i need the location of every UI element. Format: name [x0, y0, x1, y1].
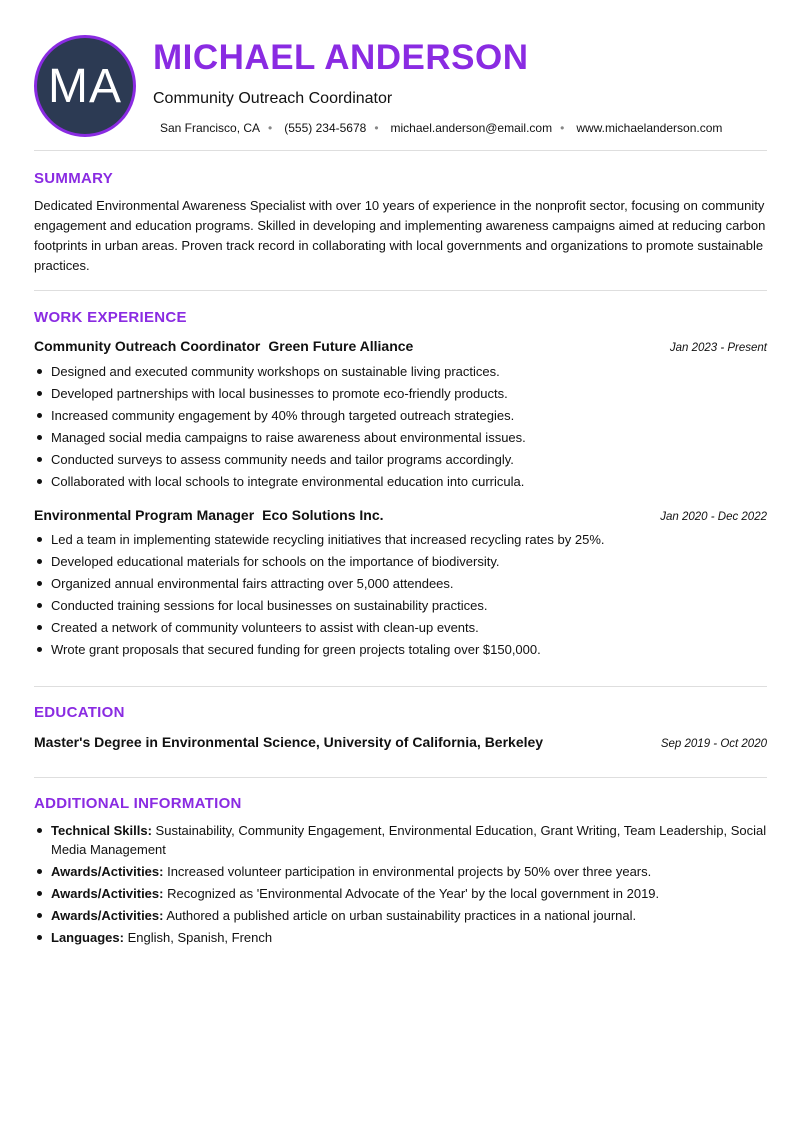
- avatar-initials: MA: [48, 59, 122, 113]
- contact-phone: (555) 234-5678: [284, 121, 367, 135]
- list-item: [34, 821, 769, 859]
- divider: [34, 290, 767, 291]
- job-role: Community Outreach Coordinator: [34, 338, 261, 354]
- education-degree: Master's Degree in Environmental Science, University of California, Berkeley: [34, 734, 544, 750]
- job-dates: Jan 2023 - Present: [669, 342, 767, 354]
- item-text: Increased volunteer participation in environmental projects by 50% over three years.: [167, 864, 652, 879]
- candidate-name: MICHAEL ANDERSON: [153, 38, 529, 77]
- item-text: Sustainability, Community Engagement, Environmental Education, Grant Writing, Team Leadership, Social Media Management: [51, 823, 767, 857]
- list-item: [34, 928, 769, 947]
- list-item: Created a network of community volunteers to assist with clean-up events.: [34, 617, 769, 639]
- list-item: [34, 862, 769, 881]
- item-text: Recognized as 'Environmental Advocate of the Year' by the local government in 2019.: [167, 886, 660, 901]
- divider: [34, 686, 767, 687]
- education-entry: [34, 733, 767, 753]
- job-dates: Jan 2020 - Dec 2022: [660, 511, 767, 523]
- item-text: Authored a published article on urban sustainability practices in a national journal.: [166, 908, 637, 923]
- list-item: Led a team in implementing statewide recycling initiatives that increased recycling rates by 25%.: [34, 529, 769, 551]
- list-item: [34, 906, 769, 925]
- list-item: Conducted surveys to assess community needs and tailor programs accordingly.: [34, 449, 769, 471]
- list-item: Developed educational materials for schools on the importance of biodiversity.: [34, 551, 769, 573]
- list-item: Developed partnerships with local businesses to promote eco-friendly products.: [34, 383, 769, 405]
- job-bullet-list: [34, 529, 769, 661]
- list-item: Increased community engagement by 40% through targeted outreach strategies.: [34, 405, 769, 427]
- divider: [34, 150, 767, 151]
- separator-dot-icon: •: [268, 121, 273, 135]
- contact-email[interactable]: michael.anderson@email.com: [390, 121, 553, 135]
- list-item: Managed social media campaigns to raise awareness about environmental issues.: [34, 427, 769, 449]
- separator-dot-icon: •: [374, 121, 379, 135]
- contact-bar: [160, 120, 722, 136]
- job-organization: Green Future Alliance: [268, 338, 414, 354]
- additional-heading: ADDITIONAL INFORMATION: [34, 795, 242, 812]
- avatar: [34, 35, 136, 137]
- education-dates: Sep 2019 - Oct 2020: [660, 738, 767, 750]
- list-item: Conducted training sessions for local businesses on sustainability practices.: [34, 595, 769, 617]
- additional-info-list: [34, 821, 769, 950]
- item-label: Languages:: [51, 930, 124, 945]
- summary-heading: SUMMARY: [34, 170, 114, 187]
- summary-text: Dedicated Environmental Awareness Specialist with over 10 years of experience in the nonprofit sector, focusing on community engagement and education programs. Skilled in developing and implementing awareness campaigns aimed at reducing carbon footprints in urban areas. Proven track record in collaborating with local governments and organizations to promote sustainable practices.: [34, 198, 766, 273]
- list-item: Organized annual environmental fairs attracting over 5,000 attendees.: [34, 573, 769, 595]
- experience-heading: WORK EXPERIENCE: [34, 309, 187, 326]
- list-item: Collaborated with local schools to integrate environmental education into curricula.: [34, 471, 769, 493]
- list-item: [34, 884, 769, 903]
- item-label: Awards/Activities:: [51, 864, 164, 879]
- job-header: [34, 337, 767, 357]
- list-item: Wrote grant proposals that secured funding for green projects totaling over $150,000.: [34, 639, 769, 661]
- list-item: Designed and executed community workshops on sustainable living practices.: [34, 361, 769, 383]
- separator-dot-icon: •: [560, 121, 565, 135]
- job-bullet-list: [34, 361, 769, 493]
- item-label: Technical Skills:: [51, 823, 152, 838]
- education-heading: EDUCATION: [34, 704, 125, 721]
- job-organization: Eco Solutions Inc.: [262, 507, 384, 523]
- item-label: Awards/Activities:: [51, 886, 164, 901]
- contact-location: San Francisco, CA: [160, 121, 261, 135]
- job-role: Environmental Program Manager: [34, 507, 255, 523]
- item-text: English, Spanish, French: [127, 930, 273, 945]
- job-title: Community Outreach Coordinator: [153, 90, 393, 107]
- job-header: [34, 506, 767, 526]
- item-label: Awards/Activities:: [51, 908, 164, 923]
- contact-website[interactable]: www.michaelanderson.com: [576, 121, 723, 135]
- divider: [34, 777, 767, 778]
